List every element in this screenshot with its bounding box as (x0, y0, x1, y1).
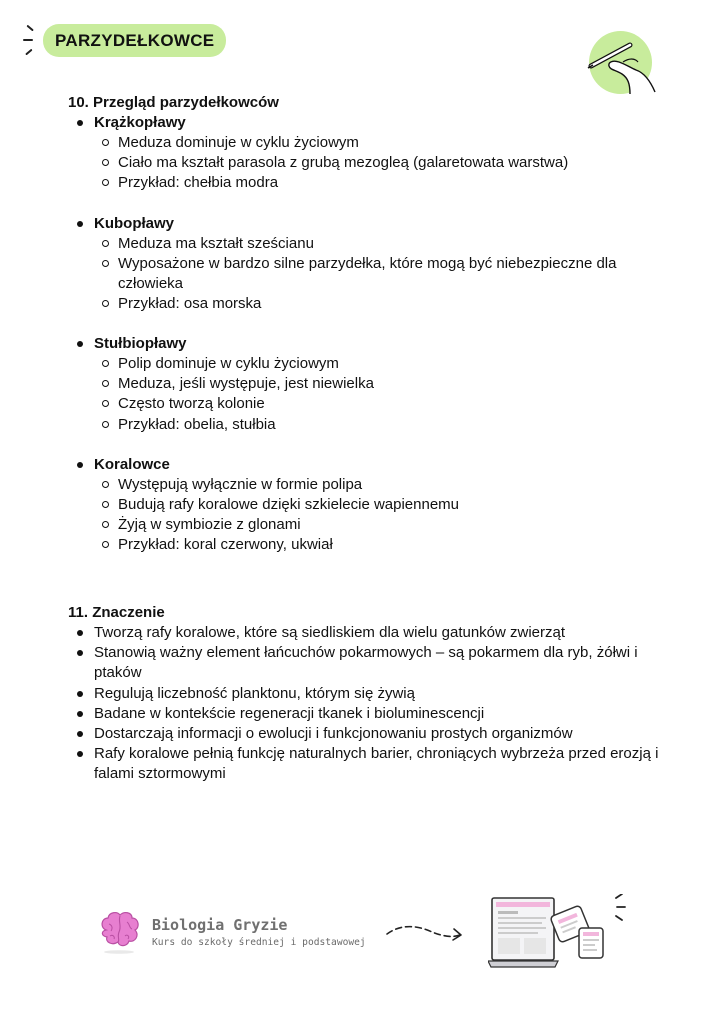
hand-writing-pen-icon (585, 28, 665, 100)
page-title: PARZYDEŁKOWCE (43, 24, 226, 57)
brain-icon (97, 908, 143, 954)
group-stulbioplawy (68, 334, 668, 434)
brand-name: Biologia Gryzie (152, 916, 288, 934)
group-name: Stułbiopławy (94, 335, 187, 353)
sparkle-lines-icon (22, 24, 42, 58)
list-item: Przykład: koral czerwony, ukwiał (94, 535, 668, 555)
list-item: Polip dominuje w cyklu życiowym (94, 354, 668, 374)
list-item: Przykład: obelia, stułbia (94, 415, 668, 435)
list-item: Przykład: chełbia modra (94, 173, 668, 193)
footer (0, 880, 720, 980)
list-item: Często tworzą kolonie (94, 394, 668, 414)
list-item: Stanowią ważny element łańcuchów pokarmowych – są pokarmem dla ryb, żółwi i ptaków (68, 643, 668, 683)
group-kuboplawy (68, 214, 668, 314)
group-name: Koralowce (94, 455, 170, 473)
content-area (68, 93, 668, 784)
list-item: Ciało ma kształt parasola z grubą mezogleą (galaretowata warstwa) (94, 153, 668, 173)
list-item: Budują rafy koralowe dzięki szkielecie wapiennemu (94, 495, 668, 515)
laptop-tablet-phone-icon (488, 894, 638, 976)
list-item: Przykład: osa morska (94, 294, 668, 314)
list-item: Rafy koralowe pełnią funkcję naturalnych barier, chroniących wybrzeża przed erozją i falami sztormowymi (68, 744, 668, 784)
list-item: Meduza, jeśli występuje, jest niewielka (94, 374, 668, 394)
section-11-heading: 11. Znaczenie (68, 604, 165, 622)
list-item: Żyją w symbiozie z glonami (94, 515, 668, 535)
list-item: Dostarczają informacji o ewolucji i funkcjonowaniu prostych organizmów (68, 724, 668, 744)
group-koralowce (68, 455, 668, 555)
group-name: Kubopławy (94, 214, 175, 232)
list-item: Meduza ma kształt sześcianu (94, 234, 668, 254)
brand-tagline: Kurs do szkoły średniej i podstawowej (152, 937, 366, 948)
list-item: Meduza dominuje w cyklu życiowym (94, 133, 668, 153)
group-name: Krążkopławy (94, 114, 186, 132)
list-item: Wyposażone w bardzo silne parzydełka, które mogą być niebezpieczne dla człowieka (94, 254, 668, 294)
list-item: Występują wyłącznie w formie polipa (94, 475, 668, 495)
overview-list (68, 113, 668, 555)
section-10-heading: 10. Przegląd parzydełkowców (68, 94, 279, 111)
list-item: Regulują liczebność planktonu, którym się żywią (68, 684, 668, 704)
group-krazkoplawy (68, 113, 668, 193)
list-item: Tworzą rafy koralowe, które są siedliskiem dla wielu gatunków zwierząt (68, 623, 668, 643)
dashed-arrow-icon (384, 918, 466, 946)
significance-list (68, 623, 668, 784)
list-item: Badane w kontekście regeneracji tkanek i bioluminescencji (68, 704, 668, 724)
